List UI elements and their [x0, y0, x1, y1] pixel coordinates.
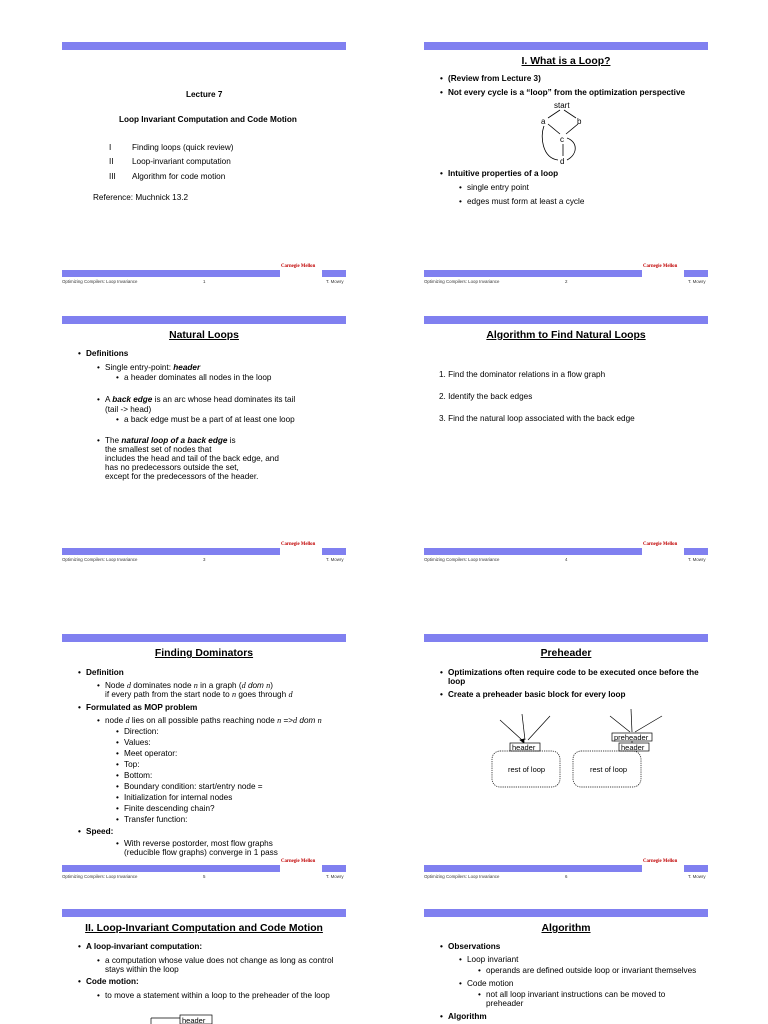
sub-dominates-def: • Node d dominates node n in a graph (d dom n) [105, 681, 273, 691]
slide-8 [424, 909, 708, 1024]
slide-7 [62, 909, 346, 1024]
slide-title: II. Loop-Invariant Computation and Code Motion [85, 923, 323, 934]
not-all-line-2: preheader [486, 999, 524, 1008]
prop-init: • Initialization for internal nodes [124, 793, 232, 803]
preheader-label: preheader [614, 733, 649, 742]
slide-3 [62, 316, 346, 562]
slide-top-bar [62, 42, 346, 50]
outline-num-1: I [109, 143, 112, 152]
slide-top-bar [424, 316, 708, 324]
slide-title: Preheader [540, 648, 592, 659]
footer-page: 3 [203, 557, 206, 562]
bullet-mop: • Formulated as MOP problem [86, 703, 197, 713]
bullet-loop-invariant-computation: • A loop-invariant computation: [86, 942, 202, 952]
prop-meet: • Meet operator: [124, 749, 177, 759]
footer-author: T. Mowry [326, 279, 344, 284]
prop-boundary: • Boundary condition: start/entry node = [124, 782, 263, 792]
bullet-speed: • Speed: [86, 827, 113, 837]
sub-sub-not-all: • not all loop invariant instructions can be moved to [486, 990, 665, 1000]
bullet-code-motion: • Code motion: [86, 977, 139, 987]
rest-of-loop-right: rest of loop [590, 765, 628, 774]
footer-author: T. Mowry [326, 874, 344, 879]
outline-item-2: Loop-invariant computation [132, 157, 231, 166]
header-label-left: header [512, 743, 536, 752]
prop-chain: • Finite descending chain? [124, 804, 215, 814]
sub-header-def: • Single entry-point: header [105, 363, 200, 373]
bullet-definition: • Definition [86, 668, 124, 678]
natural-loop-line-2: includes the head and tail of the back edge, and [105, 454, 279, 463]
cmu-logo-text: Carnegie Mellon [643, 264, 678, 269]
sub-natural-loop-def: • The natural loop of a back edge is [105, 436, 236, 446]
slide-top-bar [424, 634, 708, 642]
footer-course: Optimizing Compilers: Loop Invariance [62, 874, 138, 879]
cmu-logo-text: Carnegie Mellon [281, 264, 316, 269]
outline-num-2: II [109, 157, 114, 166]
slide-2 [424, 42, 708, 284]
bullet-definitions: • Definitions [86, 349, 128, 359]
footer-page: 1 [203, 279, 206, 284]
prop-direction: • Direction: [124, 727, 159, 737]
sub-node-lies: • node d lies on all possible paths reaching node n =>d dom n [105, 716, 322, 726]
code-motion-diagram [148, 1013, 218, 1024]
slide-title: Algorithm [541, 923, 591, 934]
footer-course: Optimizing Compilers: Loop Invariance [424, 874, 500, 879]
slide-top-bar [62, 316, 346, 324]
natural-loop-line-1: the smallest set of nodes that [105, 445, 212, 454]
slide-top-bar [424, 42, 708, 50]
natural-loop-line-3: has no predecessors outside the set, [105, 463, 239, 472]
slide-5 [62, 634, 346, 879]
slide-top-bar [424, 909, 708, 917]
sub-move-statement: • to move a statement within a loop to the preheader of the loop [105, 991, 330, 1001]
cmu-logo-text: Carnegie Mellon [643, 542, 678, 547]
slide-top-bar [62, 909, 346, 917]
footer-course: Optimizing Compilers: Loop Invariance [424, 557, 500, 562]
rest-of-loop-left: rest of loop [508, 765, 546, 774]
slide-top-bar [62, 634, 346, 642]
bullet-review: • (Review from Lecture 3) [448, 74, 541, 84]
prop-transfer: • Transfer function: [124, 815, 187, 825]
bullet-optimizations: • Optimizations often require code to be executed once before the [448, 668, 699, 678]
footer-author: T. Mowry [688, 874, 706, 879]
bullet-observations: • Observations [448, 942, 500, 952]
slide-4 [424, 316, 708, 562]
slide-title: I. What is a Loop? [521, 56, 611, 67]
footer-author: T. Mowry [326, 557, 344, 562]
back-edge-tail-head: (tail -> head) [105, 405, 152, 414]
node-b: b [577, 117, 582, 126]
node-d: d [560, 157, 565, 166]
sub-back-edge-def: • A back edge is an arc whose head dominates its tail [105, 395, 295, 405]
slide-title: Finding Dominators [154, 648, 254, 659]
bullet-algorithm: • Algorithm [448, 1012, 487, 1022]
bullet-intuitive-properties: • Intuitive properties of a loop [448, 169, 558, 179]
outline-item-1: Finding loops (quick review) [132, 143, 234, 152]
footer-page: 2 [565, 279, 568, 284]
outline-item-3: Algorithm for code motion [132, 172, 226, 181]
sub-reverse-postorder: • With reverse postorder, most flow graphs [124, 839, 273, 849]
footer-page: 5 [203, 874, 206, 879]
sub-single-entry: • single entry point [467, 183, 529, 193]
step-1: 1. Find the dominator relations in a flow graph [439, 370, 606, 379]
sub-edges-cycle: • edges must form at least a cycle [467, 197, 584, 207]
sub-sub-back-edge-loop: • a back edge must be a part of at least one loop [124, 415, 295, 425]
step-3: 3. Find the natural loop associated with the back edge [439, 414, 635, 423]
lecture-title: Loop Invariant Computation and Code Motion [119, 115, 297, 124]
prop-values: • Values: [124, 738, 151, 748]
header-label-right: header [621, 743, 645, 752]
footer-page: 4 [565, 557, 568, 562]
outline-num-3: III [109, 172, 116, 181]
bullet-create-preheader: • Create a preheader basic block for every loop [448, 690, 625, 700]
node-c: c [560, 135, 564, 144]
cmu-logo-text: Carnegie Mellon [281, 542, 316, 547]
node-start: start [554, 101, 570, 110]
prop-top: • Top: [124, 760, 139, 770]
preheader-diagram [484, 704, 704, 794]
footer-course: Optimizing Compilers: Loop Invariance [424, 279, 500, 284]
sub-loop-invariant: • Loop invariant [467, 955, 518, 965]
reverse-postorder-line-2: (reducible flow graphs) converge in 1 pass [124, 848, 278, 857]
prop-bottom: • Bottom: [124, 771, 152, 781]
node-a: a [541, 117, 546, 126]
slide-title: Algorithm to Find Natural Loops [486, 330, 646, 341]
cmu-logo-text: Carnegie Mellon [281, 859, 316, 864]
step-2: 2. Identify the back edges [439, 392, 533, 401]
footer-page: 6 [565, 874, 568, 879]
loop-graph-diagram [534, 98, 604, 168]
slide-title: Natural Loops [169, 330, 239, 341]
slide-1 [62, 42, 346, 284]
header-label: header [182, 1016, 206, 1024]
cmu-logo-text: Carnegie Mellon [643, 859, 678, 864]
sub-sub-operands: • operands are defined outside loop or invariant themselves [486, 966, 696, 976]
computation-value-line-2: stays within the loop [105, 965, 179, 974]
footer-course: Optimizing Compilers: Loop Invariance [62, 557, 138, 562]
footer-author: T. Mowry [688, 557, 706, 562]
slide-6 [424, 634, 708, 879]
dominates-def-line-2: if every path from the start node to n goes through d [105, 690, 293, 699]
sub-sub-header-dominates: • a header dominates all nodes in the loop [124, 373, 271, 383]
lecture-number: Lecture 7 [186, 90, 223, 99]
bullet-not-every-cycle: • Not every cycle is a “loop” from the optimization perspective [448, 88, 685, 98]
natural-loop-line-4: except for the predecessors of the header. [105, 472, 259, 481]
sub-computation-value: • a computation whose value does not change as long as control [105, 956, 334, 966]
sub-code-motion: • Code motion [467, 979, 513, 989]
footer-course: Optimizing Compilers: Loop Invariance [62, 279, 138, 284]
optimizations-line-2: loop [448, 677, 466, 686]
footer-author: T. Mowry [688, 279, 706, 284]
reference: Reference: Muchnick 13.2 [93, 193, 189, 202]
